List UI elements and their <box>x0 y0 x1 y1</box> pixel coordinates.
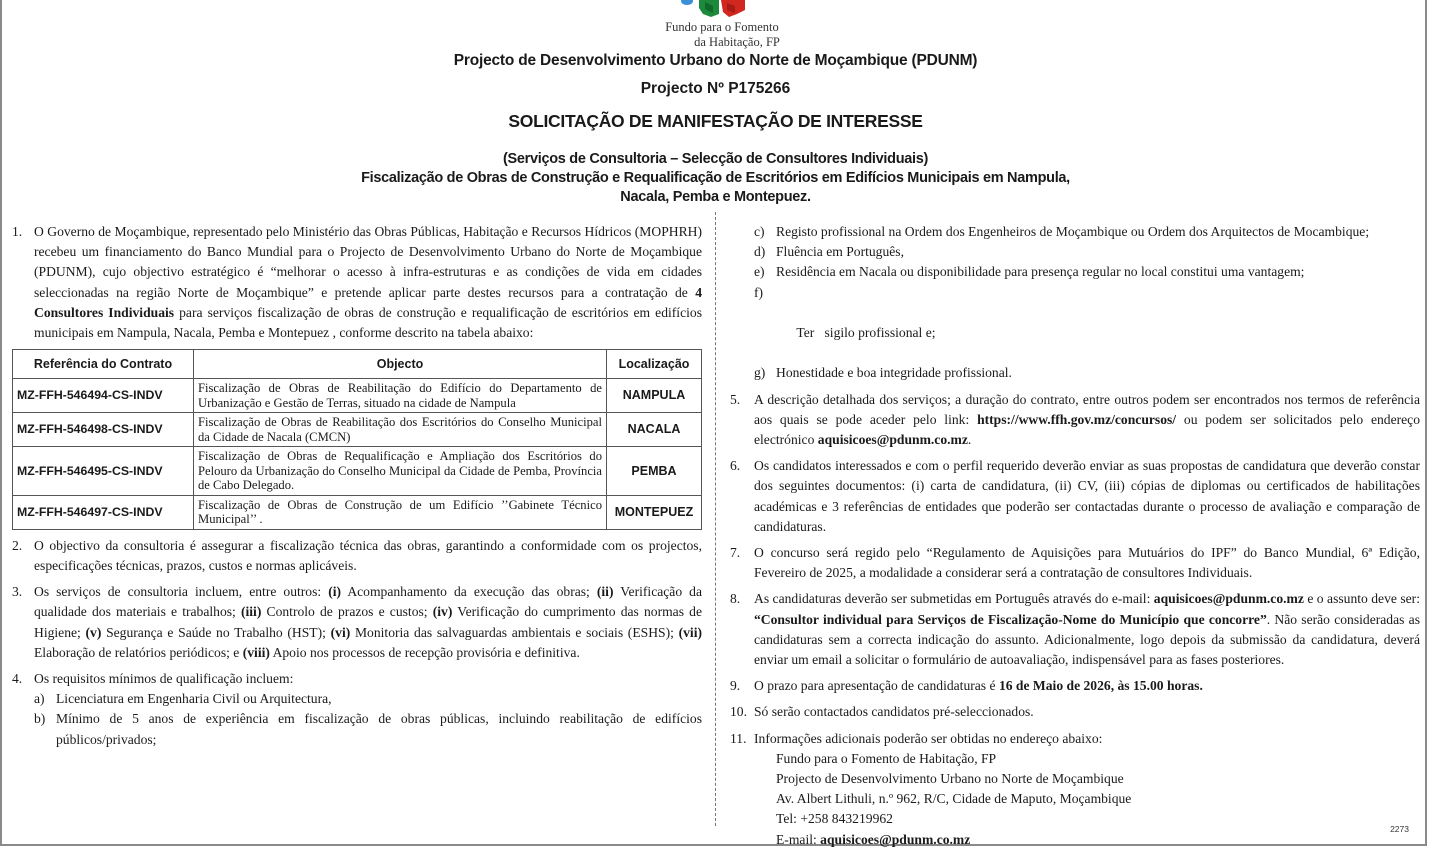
item-bold-text: 4 Consultores Individuais <box>34 284 702 320</box>
table-row <box>13 379 702 413</box>
requirement-f <box>754 283 1420 364</box>
subtitle-line3: Nacala, Pemba e Montepuez. <box>620 189 811 205</box>
item-number: 8. <box>730 591 741 607</box>
address-project: Projecto de Desenvolvimento Urbano no Norte de Moçambique <box>776 771 1124 787</box>
item-3 <box>12 582 702 663</box>
sub-number: e) <box>754 264 765 280</box>
column-divider <box>715 212 716 826</box>
contract-object: Fiscalização de Obras de Requalificação e Ampliação dos Escritórios do Pelouro da Urbanização do Conselho Municipal da Cidade de Pemba, Província de Cabo Delegado. <box>194 447 607 496</box>
column-header: Objecto <box>194 350 607 379</box>
contracts-table <box>12 349 702 530</box>
requirement-c <box>754 222 1420 242</box>
table-row <box>13 413 702 447</box>
requirement-a <box>34 689 702 709</box>
item-text: . <box>967 432 972 448</box>
requirement-b <box>34 709 702 749</box>
service-tag: (vii) <box>678 624 702 640</box>
item-text: A descrição detalhada dos serviços; a duração do contrato, entre outros podem ser encontrados nos termos de referência aos quais se pode aceder pelo link: <box>754 391 1420 427</box>
sub-text: Licenciatura em Engenharia Civil ou Arquitectura, <box>56 691 332 707</box>
item-number: 7. <box>730 545 741 561</box>
requirement-d <box>754 242 1420 262</box>
service-tag: (i) <box>328 584 342 600</box>
service-text: Monitoria das salvaguardas ambientais e sociais (ESHS); <box>350 624 679 640</box>
item-5 <box>730 390 1420 451</box>
service-text: Elaboração de relatórios periódicos; e <box>34 644 243 660</box>
service-text: Controlo de prazos e custos; <box>261 604 433 620</box>
item-text: . Não serão consideradas as candidaturas sem a correcta indicação do assunto. Adicionalmente, logo depois da submissão da candidatura, deverá enviar um email a solicitar o formulário de autoavaliação, indispensável para as fases posteriores. <box>754 611 1420 668</box>
email-link[interactable]: aquisicoes@pdunm.co.mz <box>820 831 971 847</box>
email-link[interactable]: aquisicoes@pdunm.co.mz <box>1153 591 1304 607</box>
item-number: 2. <box>12 537 23 553</box>
contract-object: Fiscalização de Obras de Reabilitação do Edifício do Departamento de Urbanização e Gestão de Terras, situado na cidade de Nampula <box>194 379 607 413</box>
sub-number: c) <box>754 224 765 239</box>
sub-number: g) <box>754 365 766 381</box>
item-6 <box>730 456 1420 537</box>
service-tag: (viii) <box>242 644 270 660</box>
contract-location: PEMBA <box>607 447 702 496</box>
item-text: Os candidatos interessados e com o perfil requerido deverão enviar as suas propostas de candidatura que deverão constar dos seguintes documentos: (i) carta de candidatura, (ii) CV, (iii) cópias de diplomas ou certificados de habilitações académicas e 3 referências de entidades que poderão ser contactadas durante o processo de avaliação e comparação de candidaturas. <box>754 458 1420 534</box>
item-4 <box>12 669 702 689</box>
logo-blocks-icon <box>667 0 777 18</box>
address-email-line <box>776 830 1420 850</box>
sub-number: d) <box>754 244 766 260</box>
table-row <box>13 447 702 496</box>
requirement-g <box>754 363 1420 383</box>
address-tel: Tel: +258 843219962 <box>776 811 893 827</box>
item-9 <box>730 676 1420 696</box>
contract-reference: MZ-FFH-546497-CS-INDV <box>13 495 194 529</box>
item-text: Informações adicionais poderão ser obtidas no endereço abaixo: <box>754 730 1103 746</box>
contract-location: MONTEPUEZ <box>607 495 702 529</box>
service-tag: (vi) <box>330 624 351 640</box>
item-text: O Governo de Moçambique, representado pelo Ministério das Obras Públicas, Habitação e Recursos Hídricos (MOPHRH) recebeu um financiamento do Banco Mundial para o Projecto de Desenvolvimento Urbano do Norte de Moçambique (PDUNM), cujo objectivo estratégico é “melhorar o acesso à infra-estruturas e as condições de vida em cidades seleccionadas na região Norte de Moçambique” e pretende aplicar parte destes recursos para a contratação de <box>34 224 702 300</box>
service-tag: (ii) <box>596 584 614 600</box>
sub-text: Honestidade e boa integridade profissional. <box>776 365 1012 381</box>
table-header-row <box>13 350 702 379</box>
page-title: SOLICITAÇÃO DE MANIFESTAÇÃO DE INTERESSE <box>508 111 923 131</box>
service-text: Acompanhamento da execução das obras; <box>341 584 597 600</box>
item-2 <box>12 536 702 576</box>
contract-location: NAMPULA <box>607 379 702 413</box>
sub-number: a) <box>34 691 45 707</box>
subtitle <box>2 150 1429 207</box>
service-text: Verificação do cumprimento das normas de Higiene; <box>34 604 702 640</box>
sub-text: Ter sigilo profissional e; <box>796 325 936 341</box>
contract-reference: MZ-FFH-546494-CS-INDV <box>13 379 194 413</box>
item-number: 1. <box>12 224 23 239</box>
deadline: 16 de Maio de 2026, às 15.00 horas. <box>998 678 1203 694</box>
service-text: Apoio nos processos de recepção provisória e definitiva. <box>269 644 580 660</box>
sub-text: Mínimo de 5 anos de experiência em fiscalização de obras públicas, incluindo reabilitação de edifícios públicos/privados; <box>56 711 702 747</box>
service-tag: (v) <box>85 624 102 640</box>
column-header: Localização <box>607 350 702 379</box>
item-text: O objectivo da consultoria é assegurar a fiscalização técnica das obras, garantindo a conformidade com os projectos, especificações técnicas, prazos, custos e normas aplicáveis. <box>34 537 702 573</box>
item-text: Só serão contactados candidatos pré-seleccionados. <box>754 704 1034 720</box>
item-7 <box>730 543 1420 583</box>
sub-number: f) <box>754 284 764 300</box>
page-code: 2273 <box>1390 824 1409 834</box>
contract-object: Fiscalização de Obras de Reabilitação dos Escritórios do Conselho Municipal da Cidade de Nacala (CMCN) <box>194 413 607 447</box>
table-row <box>13 495 702 529</box>
item-8 <box>730 589 1420 670</box>
sub-number: b) <box>34 711 46 727</box>
logo-text-line2: da Habitação, FP <box>694 35 780 49</box>
project-name: Projecto de Desenvolvimento Urbano do Norte de Moçambique (PDUNM) <box>453 52 978 69</box>
item-number: 5. <box>730 391 741 407</box>
item-text: e o assunto deve ser: <box>1303 591 1420 607</box>
left-column <box>12 222 702 750</box>
contract-location: NACALA <box>607 413 702 447</box>
email-label: E-mail: <box>776 831 821 847</box>
item-number: 10. <box>730 704 747 720</box>
item-number: 11. <box>730 730 747 746</box>
address-street: Av. Albert Lithuli, n.º 962, R/C, Cidade de Maputo, Moçambique <box>776 791 1132 807</box>
item-11 <box>730 729 1420 749</box>
email-link[interactable]: aquisicoes@pdunm.co.mz <box>817 432 968 448</box>
ffh-logo <box>642 0 802 50</box>
subtitle-line2: Fiscalização de Obras de Construção e Requalificação de Escritórios em Edifícios Municipais em Nampula, <box>361 170 1070 186</box>
contract-reference: MZ-FFH-546498-CS-INDV <box>13 413 194 447</box>
item-number: 6. <box>730 458 741 474</box>
item-number: 4. <box>12 670 23 686</box>
item-number: 3. <box>12 584 23 600</box>
item-text: Os serviços de consultoria incluem, entre outros: <box>34 584 329 600</box>
item-1 <box>12 222 702 343</box>
contact-address <box>730 749 1420 850</box>
item-text: O prazo para apresentação de candidaturas é <box>754 678 999 694</box>
sub-text: Fluência em Português, <box>776 244 904 260</box>
item-text: As candidaturas deverão ser submetidas em Português através do e-mail: <box>754 591 1154 607</box>
column-header: Referência do Contrato <box>13 350 194 379</box>
item-10 <box>730 702 1420 722</box>
item-text: Os requisitos mínimos de qualificação incluem: <box>34 670 294 686</box>
email-subject: “Consultor individual para Serviços de Fiscalização-Nome do Município que concorre” <box>754 611 1267 627</box>
service-tag: (iii) <box>240 604 262 620</box>
logo-text-line1: Fundo para o Fomento <box>665 20 779 34</box>
sub-text: Residência em Nacala ou disponibilidade para presença regular no local constitui uma vantagem; <box>776 264 1305 280</box>
contract-reference: MZ-FFH-546495-CS-INDV <box>13 447 194 496</box>
service-text: Verificação da qualidade dos materiais e trabalhos; <box>34 584 702 620</box>
right-column <box>730 222 1420 850</box>
sub-text: Registo profissional na Ordem dos Engenheiros de Moçambique ou Ordem dos Arquitectos de Mocambique; <box>776 224 1370 239</box>
project-number: Projecto Nº P175266 <box>640 80 791 97</box>
subtitle-line1: (Serviços de Consultoria – Selecção de Consultores Individuais) <box>502 151 929 167</box>
item-text: O concurso será regido pelo “Regulamento de Aquisições para Mutuários do IPF” do Banco Mundial, 6ª Edição, Fevereiro de 2025, a modalidade a considerar será a contratação de consultores Individuais. <box>754 545 1420 581</box>
contract-object: Fiscalização de Obras de Construção de um Edifício ’’Gabinete Técnico Municipal’’ . <box>194 495 607 529</box>
item-number: 9. <box>730 678 741 694</box>
item-text: para serviços fiscalização de obras de construção e requalificação de escritórios em edifícios municipais em Nampula, Nacala, Pemba e Montepuez , conforme descrito na tabela abaixo: <box>34 304 702 341</box>
item-text: ou podem ser solicitados pelo endereço electrónico <box>754 411 1421 448</box>
service-tag: (iv) <box>432 604 453 620</box>
service-text: Segurança e Saúde no Trabalho (HST); <box>101 624 331 640</box>
terms-link[interactable]: https://www.ffh.gov.mz/concursos/ <box>977 411 1177 427</box>
address-org: Fundo para o Fomento de Habitação, FP <box>776 750 997 766</box>
requirement-e <box>754 262 1420 282</box>
